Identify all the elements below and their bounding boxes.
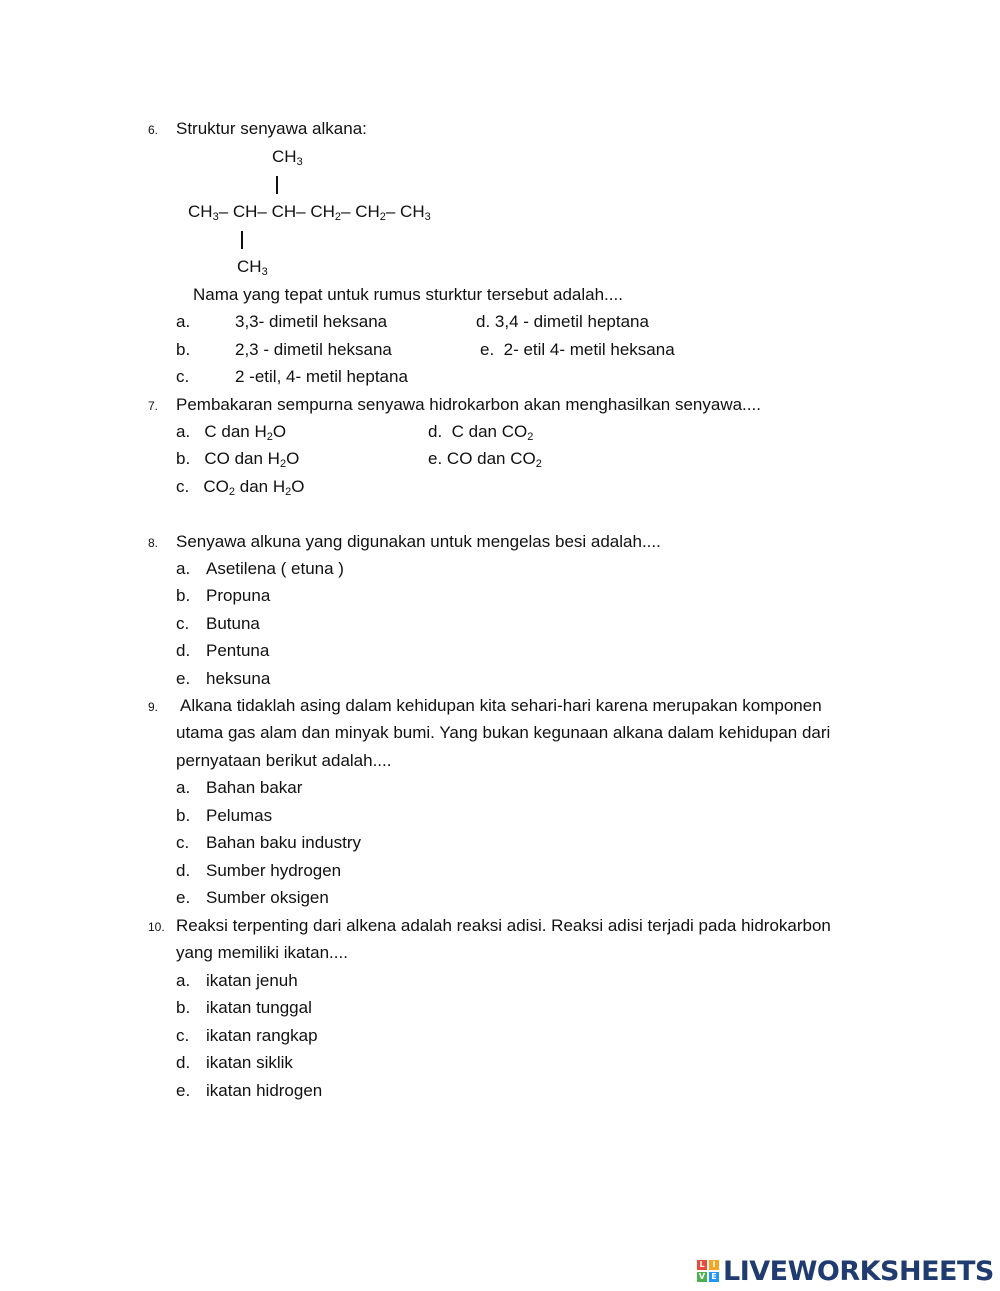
- q9-option-e[interactable]: Sumber oksigen: [206, 888, 329, 907]
- q6-option-a-letter: a.: [176, 312, 191, 331]
- q8-option-a-letter: a.: [176, 559, 191, 578]
- q7-option-d[interactable]: d. C dan $CO_2$: [428, 422, 534, 443]
- q7-option-a[interactable]: a. C dan $H_2O$: [176, 422, 287, 443]
- q10-option-e-letter: e.: [176, 1081, 191, 1100]
- logo-blocks-icon: [697, 1260, 719, 1282]
- q9-option-c-letter: c.: [176, 833, 190, 852]
- q9-stem-line-3: pernyataan berikut adalah....: [176, 751, 392, 770]
- q9-option-b-letter: b.: [176, 806, 191, 825]
- q7-option-b[interactable]: b. CO dan $H_2O$: [176, 449, 300, 470]
- logo-block-l: L: [697, 1260, 707, 1270]
- q6-option-a[interactable]: 3,3- dimetil heksana: [235, 312, 388, 331]
- q6-option-d[interactable]: d. 3,4 - dimetil heptana: [476, 312, 649, 331]
- ch3-bottom: $CH_3$: [237, 257, 268, 278]
- q8-option-e[interactable]: heksuna: [206, 669, 271, 688]
- q8-option-d-letter: d.: [176, 641, 191, 660]
- ch3-top: $CH_3$: [272, 147, 303, 168]
- q6-option-c-letter: c.: [176, 367, 190, 386]
- q8-option-e-letter: e.: [176, 669, 191, 688]
- q10-stem-line-1: Reaksi terpenting dari alkena adalah reaksi adisi. Reaksi adisi terjadi pada hidrokarbon: [176, 916, 831, 935]
- q8-number: 8.: [148, 536, 159, 550]
- q9-option-e-letter: e.: [176, 888, 191, 907]
- q8-option-b[interactable]: Propuna: [206, 586, 271, 605]
- bond-bottom: [241, 231, 243, 249]
- liveworksheets-logo: [697, 1256, 994, 1286]
- q10-option-a[interactable]: ikatan jenuh: [206, 971, 298, 990]
- q10-option-d[interactable]: ikatan siklik: [206, 1053, 293, 1072]
- q9-option-d[interactable]: Sumber hydrogen: [206, 861, 342, 880]
- bond-top: [276, 176, 278, 194]
- q10-option-a-letter: a.: [176, 971, 191, 990]
- q7-number: 7.: [148, 399, 159, 413]
- q9-option-b[interactable]: Pelumas: [206, 806, 273, 825]
- q6-number: 6.: [148, 123, 159, 137]
- q9-option-a[interactable]: Bahan bakar: [206, 778, 303, 797]
- q9-option-c[interactable]: Bahan baku industry: [206, 833, 361, 852]
- q9-number: 9.: [148, 700, 159, 714]
- main-chain: $CH_3-$ CH– CH– $CH_2-$ $CH_2-$ $CH_3$: [188, 202, 431, 223]
- q7-option-c[interactable]: c. $CO_2$ dan $H_2O$: [176, 477, 305, 498]
- q8-option-c-letter: c.: [176, 614, 190, 633]
- q10-stem-line-2: yang memiliki ikatan....: [176, 943, 348, 962]
- q6-stem: Struktur senyawa alkana:: [176, 119, 367, 138]
- q8-option-d[interactable]: Pentuna: [206, 641, 270, 660]
- q6-option-c[interactable]: 2 -etil, 4- metil heptana: [235, 367, 408, 386]
- logo-block-e: E: [709, 1272, 719, 1282]
- q6-option-e[interactable]: e. 2- etil 4- metil heksana: [480, 340, 675, 359]
- q7-stem: Pembakaran sempurna senyawa hidrokarbon akan menghasilkan senyawa....: [176, 395, 761, 414]
- q10-option-d-letter: d.: [176, 1053, 191, 1072]
- q10-option-c-letter: c.: [176, 1026, 190, 1045]
- q7-option-e[interactable]: e. CO dan $CO_2$: [428, 449, 542, 470]
- q9-option-d-letter: d.: [176, 861, 191, 880]
- logo-block-v: V: [698, 1272, 706, 1281]
- q8-option-b-letter: b.: [176, 586, 191, 605]
- q10-option-e[interactable]: ikatan hidrogen: [206, 1081, 323, 1100]
- q8-option-c[interactable]: Butuna: [206, 614, 260, 633]
- q10-option-b-letter: b.: [176, 998, 191, 1017]
- q6-option-b-letter: b.: [176, 340, 191, 359]
- q6-question: Nama yang tepat untuk rumus sturktur tersebut adalah....: [193, 285, 623, 304]
- q6-option-b[interactable]: 2,3 - dimetil heksana: [235, 340, 392, 359]
- q10-option-c[interactable]: ikatan rangkap: [206, 1026, 318, 1045]
- q9-stem-line-2: utama gas alam dan minyak bumi. Yang bukan kegunaan alkana dalam kehidupan dari: [176, 723, 831, 742]
- q8-stem: Senyawa alkuna yang digunakan untuk mengelas besi adalah....: [176, 532, 661, 551]
- q10-number: 10.: [148, 920, 165, 934]
- q10-option-b[interactable]: ikatan tunggal: [206, 998, 312, 1017]
- logo-text: LIVEWORKSHEETS: [723, 1255, 994, 1287]
- q9-stem-line-1: Alkana tidaklah asing dalam kehidupan kita sehari-hari karena merupakan komponen: [180, 696, 822, 715]
- q8-option-a[interactable]: Asetilena ( etuna ): [206, 559, 344, 578]
- q9-option-a-letter: a.: [176, 778, 191, 797]
- logo-block-i: I: [709, 1260, 719, 1270]
